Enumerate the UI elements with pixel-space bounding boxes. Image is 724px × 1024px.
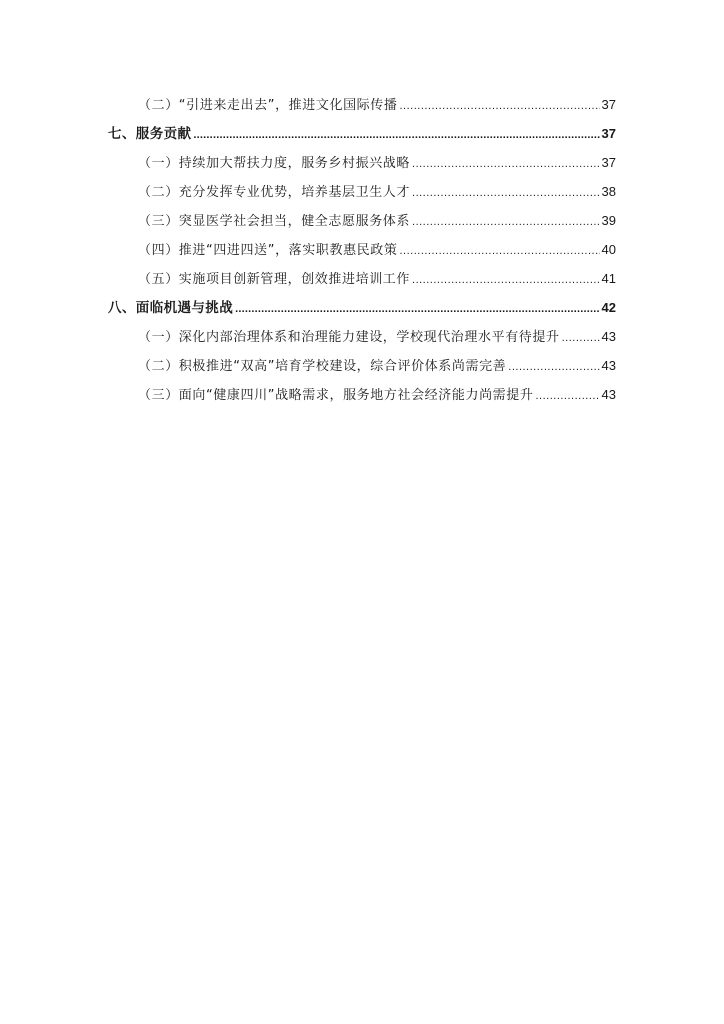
toc-dot-leader	[235, 294, 599, 324]
toc-entry-title: （四）推进“四进四送”，落实职教惠民政策	[138, 243, 398, 258]
toc-entry[interactable]	[108, 322, 616, 351]
table-of-contents	[108, 90, 616, 409]
toc-entry[interactable]	[108, 148, 616, 177]
toc-page-number: 38	[601, 184, 616, 199]
toc-entry-title: （五）实施项目创新管理，创效推进培训工作	[138, 272, 411, 287]
toc-entry[interactable]	[108, 90, 616, 119]
toc-entry-title: （二）积极推进“双高”培育学校建设，综合评价体系尚需完善	[138, 359, 507, 374]
toc-chapter-title: 七、服务贡献	[108, 126, 192, 142]
toc-entry-title: （三）突显医学社会担当，健全志愿服务体系	[138, 214, 411, 229]
toc-page-number: 37	[601, 155, 616, 170]
toc-page-number: 40	[601, 242, 616, 257]
toc-entry-title: （三）面向“健康四川”战略需求，服务地方社会经济能力尚需提升	[138, 388, 534, 403]
toc-dot-leader	[193, 120, 599, 150]
toc-chapter-entry[interactable]	[108, 119, 616, 148]
toc-page-number: 37	[601, 126, 616, 141]
toc-entry[interactable]	[108, 380, 616, 409]
toc-entry-title: （一）深化内部治理体系和治理能力建设，学校现代治理水平有待提升	[138, 330, 560, 345]
toc-page-number: 43	[601, 387, 616, 402]
toc-entry-title: （二）充分发挥专业优势，培养基层卫生人才	[138, 185, 411, 200]
toc-entry[interactable]	[108, 351, 616, 380]
toc-dot-leader	[562, 323, 600, 353]
toc-dot-leader	[412, 207, 600, 237]
toc-page-number: 43	[601, 329, 616, 344]
toc-dot-leader	[412, 149, 600, 179]
toc-page-number: 42	[601, 300, 616, 315]
toc-dot-leader	[412, 178, 600, 208]
toc-page-number: 39	[601, 213, 616, 228]
toc-dot-leader	[399, 91, 599, 121]
toc-entry[interactable]	[108, 264, 616, 293]
toc-page-number: 43	[601, 358, 616, 373]
toc-entry-title: （二）“引进来走出去”，推进文化国际传播	[138, 98, 398, 113]
toc-dot-leader	[412, 265, 600, 295]
toc-dot-leader	[535, 381, 599, 411]
toc-entry[interactable]	[108, 177, 616, 206]
toc-dot-leader	[508, 352, 599, 382]
toc-entry[interactable]	[108, 235, 616, 264]
toc-chapter-title: 八、面临机遇与挑战	[108, 300, 234, 316]
toc-page-number: 37	[601, 97, 616, 112]
toc-entry-title: （一）持续加大帮扶力度，服务乡村振兴战略	[138, 156, 411, 171]
toc-chapter-entry[interactable]	[108, 293, 616, 322]
toc-dot-leader	[399, 236, 599, 266]
toc-entry[interactable]	[108, 206, 616, 235]
toc-page-number: 41	[601, 271, 616, 286]
